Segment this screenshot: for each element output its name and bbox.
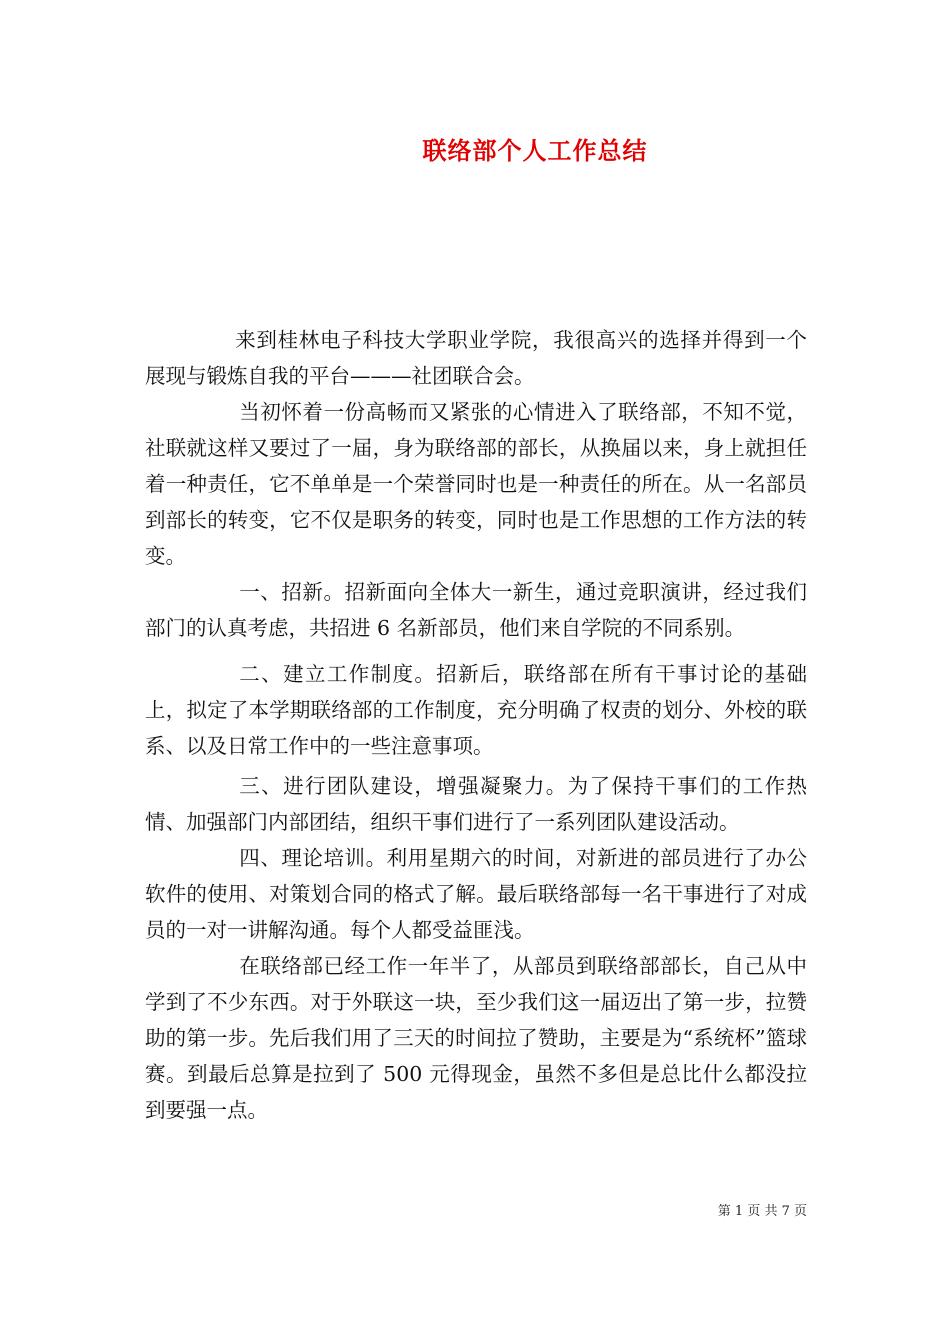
paragraph-reflection: 在联络部已经工作一年半了，从部员到联络部部长，自己从中学到了不少东西。对于外联这一块，至少我们这一届迈出了第一步，拉赞助的第一步。先后我们用了三天的时间拉了赞助，主要是为“系统杯”篮球赛。到最后总算是拉到了 500 元得现金，虽然不多但是总比什么都没拉到要强一点。 <box>145 954 807 1122</box>
paragraph-recruitment: 一、招新。招新面向全体大一新生，通过竞职演讲，经过我们部门的认真考虑，共招进 6 名新部员，他们来自学院的不同系别。 <box>145 580 807 640</box>
paragraph-intro: 来到桂林电子科技大学职业学院，我很高兴的选择并得到一个展现与锻炼自我的平台———社团联合会。 <box>145 328 807 388</box>
paragraph-training: 四、理论培训。利用星期六的时间，对新进的部员进行了办公软件的使用、对策划合同的格式了解。最后联络部每一名干事进行了对成员的一对一讲解沟通。每个人都受益匪浅。 <box>145 846 807 942</box>
document-body <box>145 322 807 1128</box>
paragraph-team-building: 三、进行团队建设，增强凝聚力。为了保持干事们的工作热情、加强部门内部团结，组织干事们进行了一系列团队建设活动。 <box>145 774 807 834</box>
page-number: 第 1 页 共 7 页 <box>717 1204 807 1219</box>
paragraph-overview: 当初怀着一份高畅而又紧张的心情进入了联络部，不知不觉，社联就这样又要过了一届，身为联络部的部长，从换届以来，身上就担任着一种责任，它不单单是一个荣誉同时也是一种责任的所在。从一名部员到部长的转变，它不仅是职务的转变，同时也是工作思想的工作方法的转变。 <box>145 400 807 568</box>
paragraph-work-system: 二、建立工作制度。招新后，联络部在所有干事讨论的基础上，拟定了本学期联络部的工作制度，充分明确了权责的划分、外校的联系、以及日常工作中的一些注意事项。 <box>145 662 807 758</box>
document-title: 联络部个人工作总结 <box>422 136 648 165</box>
